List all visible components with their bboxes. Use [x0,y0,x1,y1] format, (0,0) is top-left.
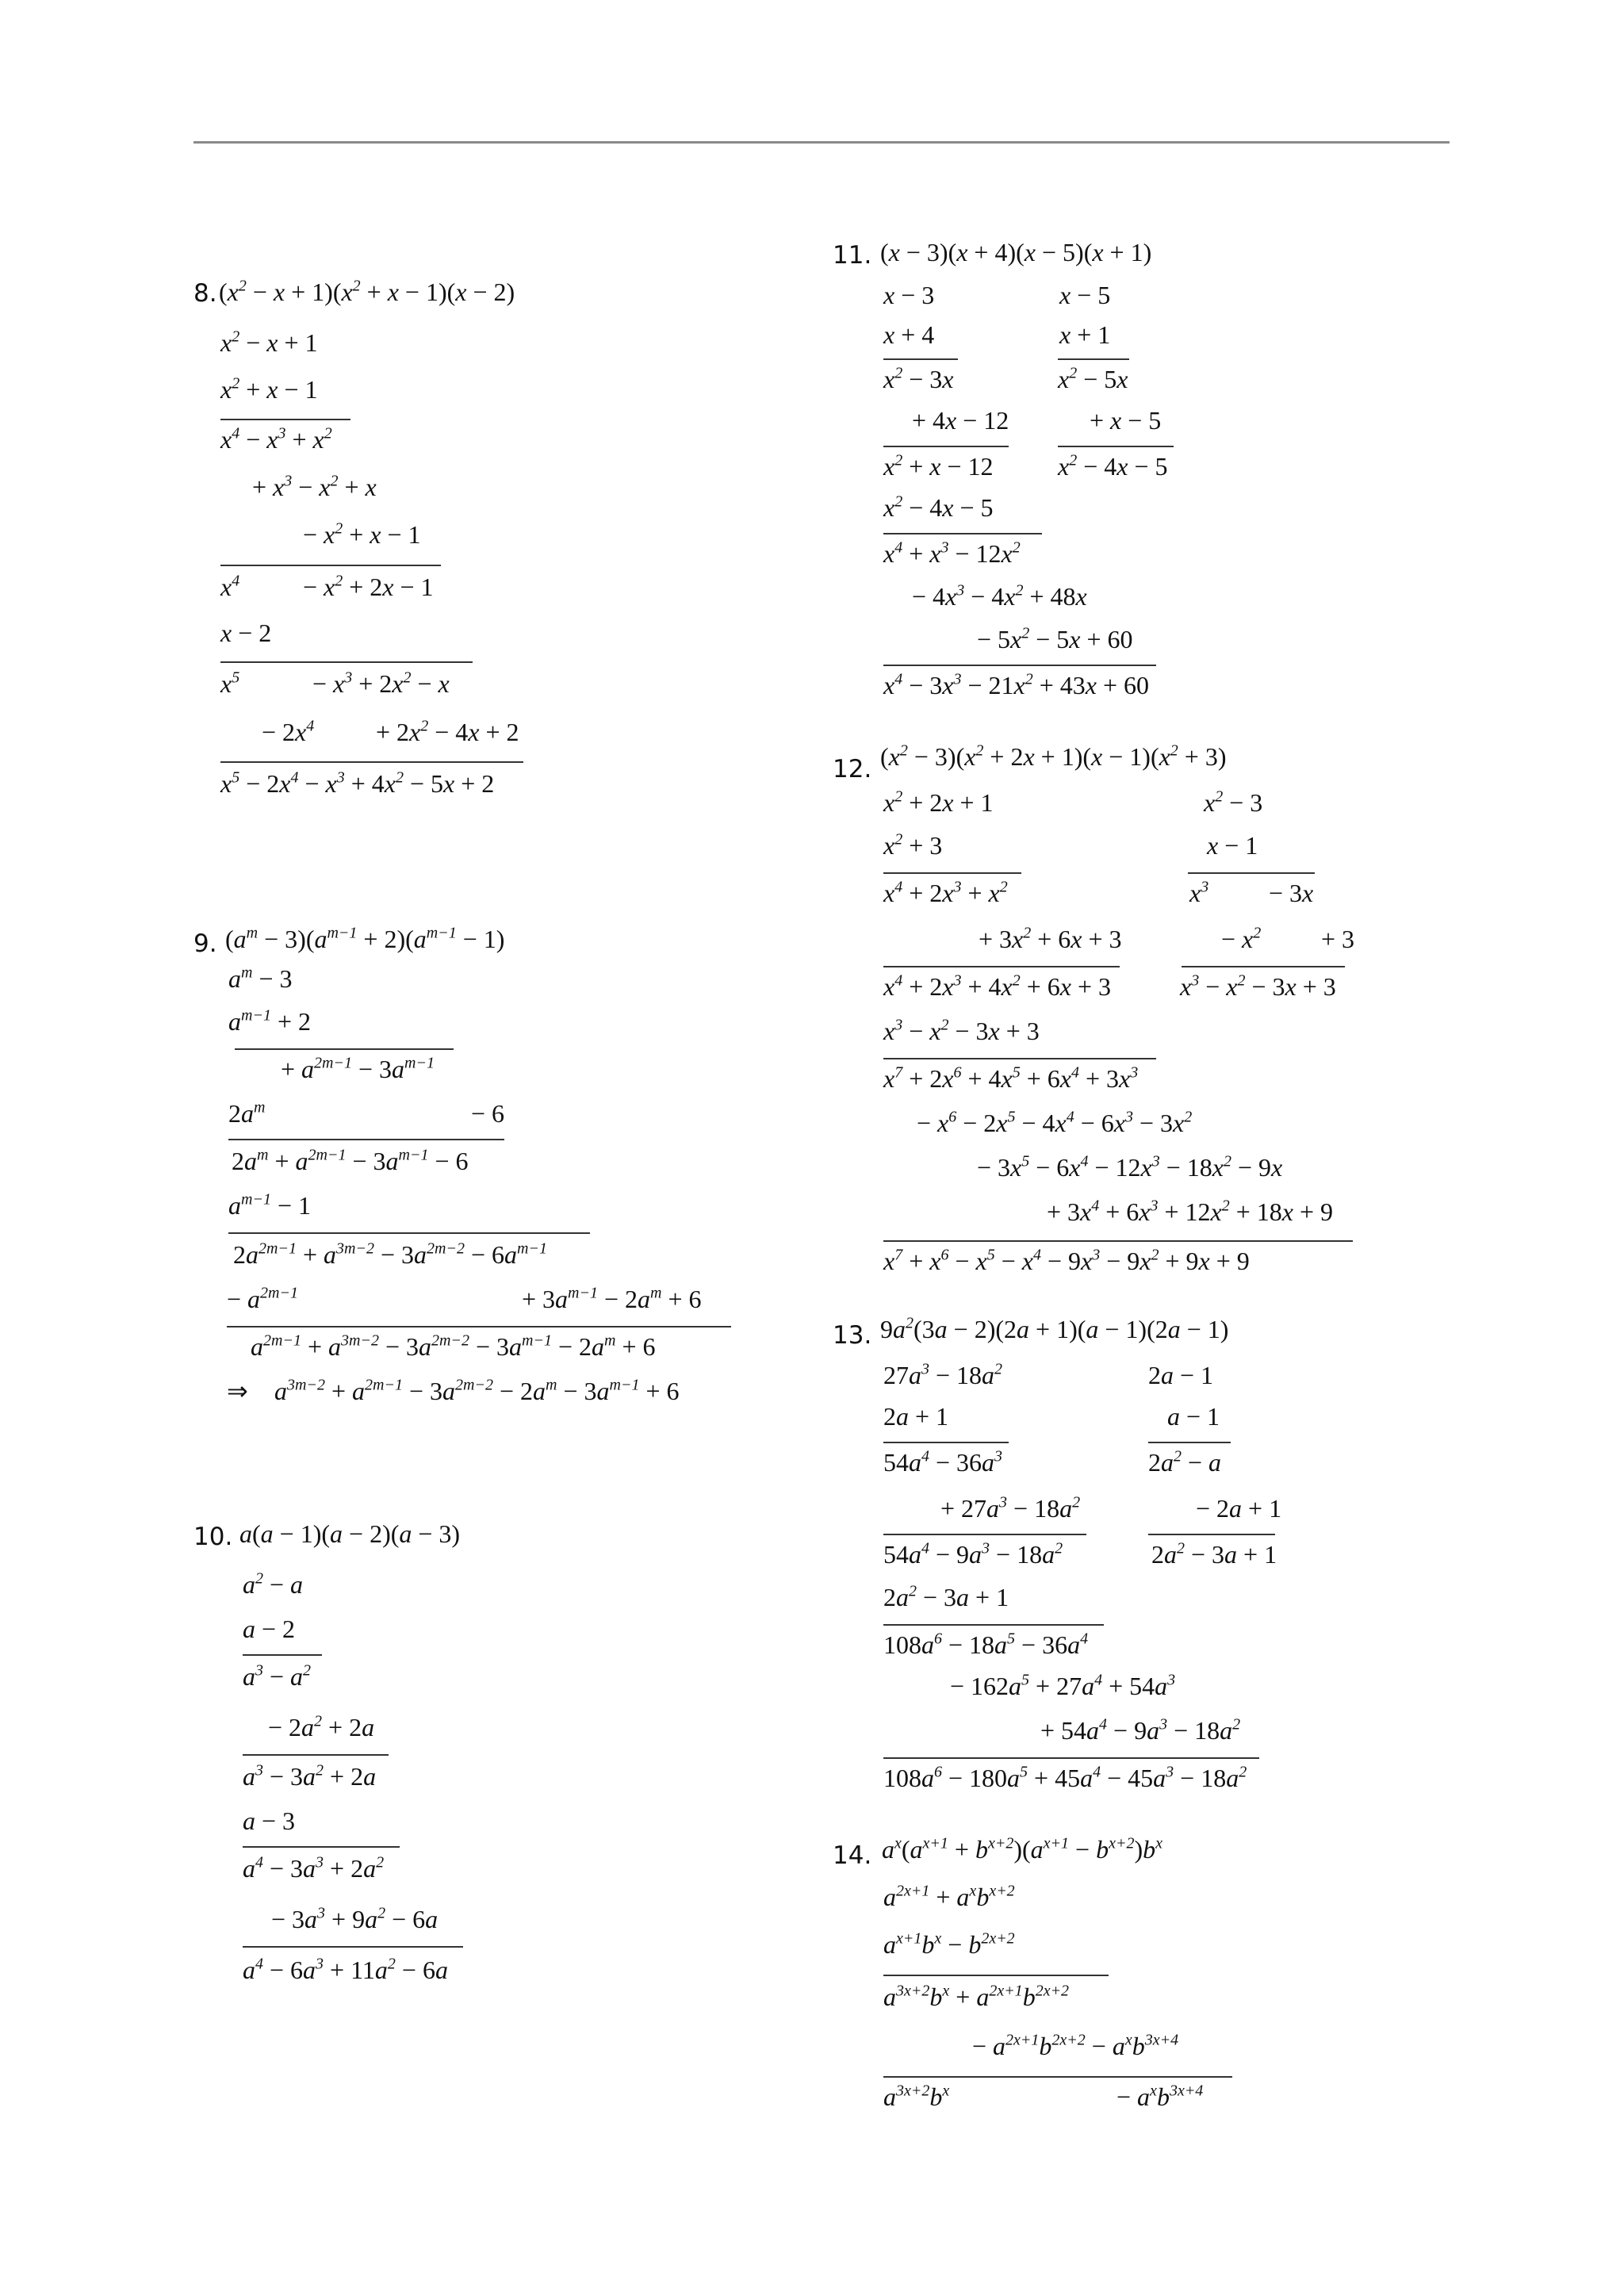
factor-line: a − 2 [243,1615,296,1643]
partial-product-line: $x^4 + 2x^3 + x^2$ [883,878,1008,907]
factor-line: $x^2 + 2x + 1$ [883,787,994,817]
sum-line-part: − $x^2 + 2x - 1$ [303,572,434,601]
product-rule [1058,358,1129,360]
sum-rule [1058,446,1174,447]
partial-product-line: $x^3$ [1189,878,1209,907]
factor-line: 2a + 1 [883,1402,949,1431]
sum-line: $x^3 - x^2 - 3x + 3$ [1180,971,1336,1001]
partial-product-line: − $2a^2 + 2a$ [268,1712,375,1741]
factor-line: $2a^2 - 3a + 1$ [883,1582,1009,1611]
sum-line: $x^4 + 2x^3 + 4x^2 + 6x + 3$ [883,971,1111,1001]
partial-product-line: − $5x^2 - 5x + 60$ [977,624,1133,653]
partial-product-line: $54a^4 - 36a^3$ [883,1447,1003,1477]
sum-rule [1182,966,1345,967]
problem-number: 14. [833,1841,872,1870]
partial-product-line: − $162a^5 + 27a^4 + 54a^3$ [950,1671,1176,1700]
partial-product-line: + 3 [1321,925,1355,953]
sum-rule [883,966,1120,967]
result-line: $108a^6 - 180a^5 + 45a^4 - 45a^3 - 18a^2$ [883,1763,1247,1792]
factor-line: $a^{x+1}b^x - b^{2x+2}$ [883,1929,1015,1959]
product-rule [1188,872,1315,874]
sum-line-part: $x^4$ [220,572,240,601]
problem-expression: $a^x(a^{x+1} + b^{x+2})(a^{x+1} - b^{x+2})b^x$ [882,1834,1162,1864]
product-rule [883,1058,1156,1059]
partial-product-line: − 3x [1269,879,1314,907]
factor-line: a − 3 [243,1806,296,1835]
factor-line: $27a^3 - 18a^2$ [883,1360,1003,1389]
page-header-rule [193,141,1450,144]
partial-product-line: + $27a^3 - 18a^2$ [940,1493,1081,1523]
sum-rule [883,665,1156,666]
sum-rule [220,761,523,763]
factor-line: $a^{m-1} + 2$ [228,1006,311,1036]
problem-expression: $(x^2 - x + 1)(x^2 + x - 1)(x - 2)$ [219,277,515,306]
sum-rule [883,446,1009,447]
product-rule [883,1624,1104,1626]
factor-line: $a^{m-1} - 1$ [228,1190,311,1220]
factor-line: $x^2 + 3$ [883,830,943,860]
result-line: $x^5 - 2x^4 - x^3 + 4x^2 - 5x + 2$ [220,768,495,798]
implies-arrow: ⇒ [227,1377,248,1405]
partial-product-line: $x^4 + x^3 - 12x^2$ [883,538,1021,568]
product-rule [1148,1442,1231,1443]
partial-product-line: $2a^m$ [228,1098,266,1128]
partial-product-line: $x^4 - x^3 + x^2$ [220,424,332,454]
problem-expression: (x − 3)(x + 4)(x − 5)(x + 1) [880,238,1152,266]
partial-product-line: − $x^2 + x - 1$ [303,519,421,549]
product-rule [883,533,1042,534]
partial-product-line: − $x^2$ [1221,924,1262,953]
factor-line: $a^m - 3$ [228,964,293,993]
sum-line: $54a^4 - 9a^3 - 18a^2$ [883,1539,1063,1569]
partial-product-line: $a^3 - a^2$ [243,1661,312,1691]
factor-line: x − 1 [1207,831,1258,860]
partial-product-line: + $2x^2 - 4x + 2$ [376,717,519,746]
sum-rule [1148,1534,1275,1535]
sum-line: $x^2 - 4x - 5$ [1058,451,1168,481]
partial-product-line: − $x^3 + 2x^2 - x$ [312,669,450,698]
factor-line: x − 3 [883,281,935,309]
partial-product-line: $a^4 - 3a^3 + 2a^2$ [243,1853,385,1883]
factor-line: $x^2 + x - 1$ [220,374,318,404]
factor-line: 2a − 1 [1148,1361,1214,1389]
factor-line: $x^2 - 3$ [1204,787,1263,817]
sum-line: $a^{2m-1} + a^{3m-2} - 3a^{2m-2} - 3a^{m-1} - 2a^m + 6$ [251,1331,656,1361]
problem-number: 9. [193,929,217,958]
partial-product-line: $x^2 - 3x$ [883,364,954,393]
partial-product-line: − $a^{2x+1}b^{2x+2} - a^xb^{3x+4}$ [972,2031,1179,2060]
problem-number: 13. [833,1321,872,1350]
factor-line: x − 5 [1059,281,1111,309]
partial-product-line: − $a^{2m-1}$ [227,1284,298,1313]
partial-product-line: $x^7 + 2x^6 + 4x^5 + 6x^4 + 3x^3$ [883,1063,1139,1093]
partial-product-line: $x^5$ [220,669,240,698]
partial-product-line: + $54a^4 - 9a^3 - 18a^2$ [1040,1715,1241,1745]
result-line: $x^7 + x^6 - x^5 - x^4 - 9x^3 - 9x^2 + 9x + 9$ [883,1246,1250,1275]
partial-product-line: − $3a^3 + 9a^2 - 6a$ [271,1904,439,1933]
product-rule [228,1232,590,1234]
result-line-part: − $a^xb^{3x+4}$ [1116,2082,1204,2111]
partial-product-line: + $3x^2 + 6x + 3$ [979,924,1122,953]
factor-line: x + 1 [1059,320,1111,349]
partial-product-line: − $4x^3 - 4x^2 + 48x$ [912,581,1087,611]
partial-product-line: + x − 5 [1090,406,1162,435]
partial-product-line: − $2x^4$ [262,717,315,746]
sum-line: $x^2 + x - 12$ [883,451,994,481]
product-rule [235,1048,454,1050]
product-rule [883,872,1021,874]
result-line-part: $a^{3x+2}b^x$ [883,2082,950,2111]
factor-line: $x^3 - x^2 - 3x + 3$ [883,1016,1040,1045]
sum-line: $a^3 - 3a^2 + 2a$ [243,1761,377,1791]
partial-product-line: − 6 [471,1099,505,1128]
problem-number: 12. [833,755,872,783]
partial-product-line: + $3x^4 + 6x^3 + 12x^2 + 18x + 9$ [1047,1197,1334,1226]
sum-line: $2a^m + a^{2m-1} - 3a^{m-1} - 6$ [232,1146,469,1175]
factor-line: $x^2 - x + 1$ [220,328,318,357]
problem-number: 11. [833,241,872,270]
product-rule [883,1975,1109,1976]
problem-number: 10. [193,1523,233,1551]
problem-number: 8. [193,279,217,308]
factor-line: x + 4 [883,320,935,349]
factor-line: x − 2 [220,619,272,647]
partial-product-line: + 4x − 12 [912,406,1009,435]
product-rule [243,1654,322,1656]
result-line: $a^{3m-2} + a^{2m-1} - 3a^{2m-2} - 2a^m - 3a^{m-1} + 6$ [274,1376,680,1405]
result-line: $a^4 - 6a^3 + 11a^2 - 6a$ [243,1955,448,1984]
factor-line: $a^{2x+1} + a^xb^{x+2}$ [883,1882,1015,1911]
problem-expression: a(a − 1)(a − 2)(a − 3) [239,1519,461,1548]
sum-rule [228,1139,504,1140]
sum-rule [220,565,441,566]
sum-rule [883,1240,1353,1242]
problem-expression: $(a^m - 3)(a^{m-1} + 2)(a^{m-1} - 1)$ [225,924,505,953]
partial-product-line: $2a^{2m-1} + a^{3m-2} - 3a^{2m-2} - 6a^{m-1}$ [233,1239,547,1269]
factor-line: $x^2 - 4x - 5$ [883,492,994,522]
partial-product-line: $108a^6 - 18a^5 - 36a^4$ [883,1630,1089,1659]
product-rule [220,661,473,663]
partial-product-line: − $x^6 - 2x^5 - 4x^4 - 6x^3 - 3x^2$ [917,1108,1193,1137]
factor-line: a − 1 [1167,1402,1220,1431]
partial-product-line: $a^{3x+2}b^x + a^{2x+1}b^{2x+2}$ [883,1982,1070,2011]
sum-rule [883,1534,1086,1535]
partial-product-line: $x^2 - 5x$ [1058,364,1128,393]
partial-product-line: − 2a + 1 [1196,1494,1282,1523]
sum-rule [883,1757,1259,1759]
partial-product-line: − $3x^5 - 6x^4 - 12x^3 - 18x^2 - 9x$ [977,1152,1283,1182]
problem-expression: $9a^2(3a - 2)(2a + 1)(a - 1)(2a - 1)$ [880,1314,1229,1343]
product-rule [883,358,958,360]
product-rule [243,1846,400,1848]
sum-rule [227,1326,731,1327]
sum-rule [243,1946,463,1948]
sum-rule [883,2076,1232,2078]
sum-line: $2a^2 - 3a + 1$ [1151,1539,1277,1569]
result-line: $x^4 - 3x^3 - 21x^2 + 43x + 60$ [883,670,1149,699]
partial-product-line: + $3a^{m-1} - 2a^m + 6$ [522,1284,702,1313]
sum-rule [243,1754,389,1756]
partial-product-line: + $a^{2m-1} - 3a^{m-1}$ [281,1054,435,1083]
problem-expression: $(x^2 - 3)(x^2 + 2x + 1)(x - 1)(x^2 + 3)$ [880,741,1227,771]
product-rule [220,419,350,420]
product-rule [883,1442,1009,1443]
partial-product-line: $2a^2 - a$ [1148,1447,1222,1477]
partial-product-line: + $x^3 - x^2 + x$ [252,472,377,501]
factor-line: $a^2 - a$ [243,1569,304,1599]
